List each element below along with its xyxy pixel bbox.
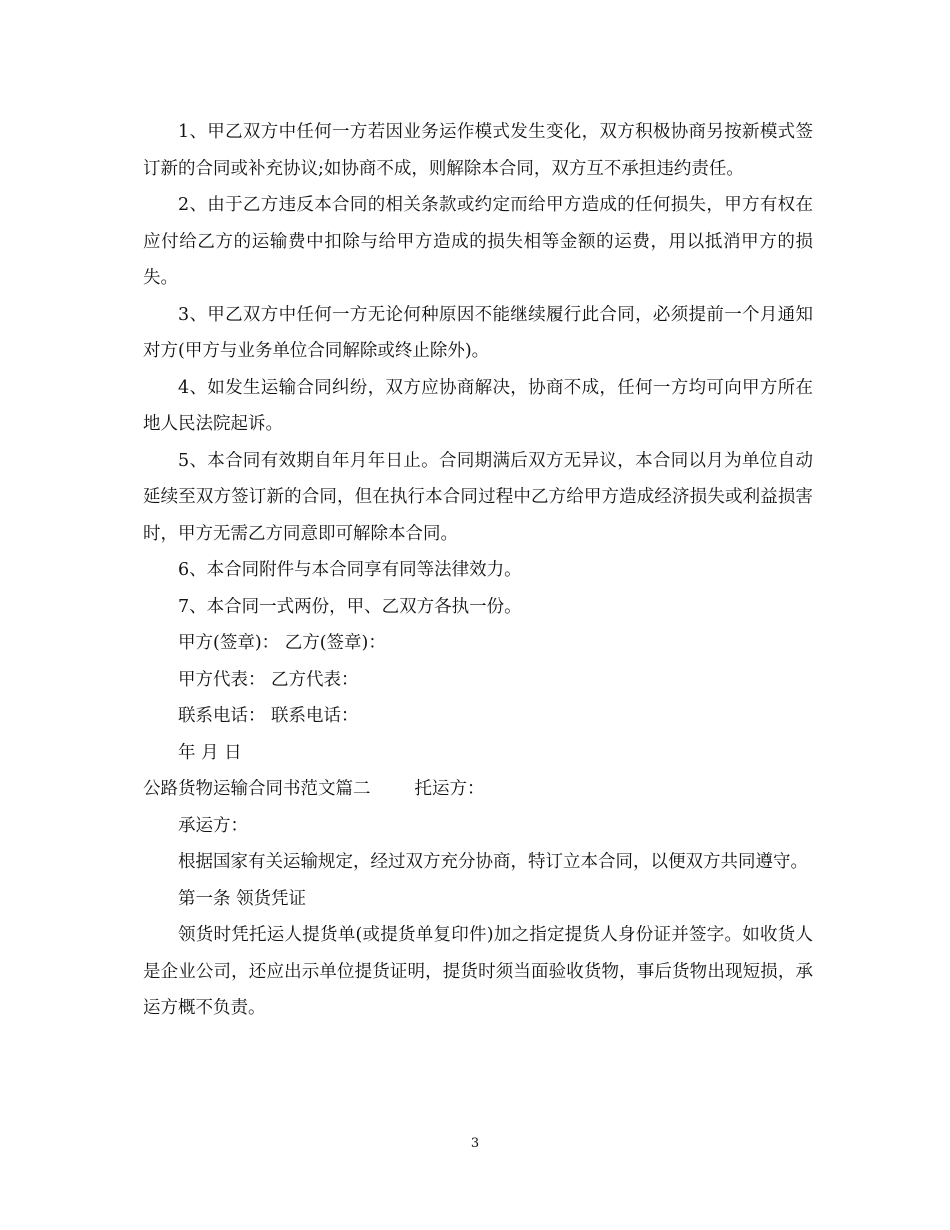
article-1-heading: 第一条 领货凭证 <box>178 888 307 909</box>
shipper-field: 托运方： <box>414 779 485 799</box>
clause-7: 7、本合同一式两份，甲、乙双方各执一份。 <box>178 596 522 617</box>
representative-line: 甲方代表： 乙方代表： <box>178 669 359 690</box>
document-body <box>143 114 813 1027</box>
phone-line: 联系电话： 联系电话： <box>178 706 359 726</box>
carrier-field: 承运方： <box>178 815 248 836</box>
page-number: 3 <box>470 1136 480 1151</box>
date-line: 年 月 日 <box>178 742 242 763</box>
section-title: 公路货物运输合同书范文篇二 <box>143 779 371 799</box>
clause-3: 3、甲乙双方中任何一方无论何种原因不能继续履行此合同，必须提前一个月通知对方(甲方与业务单位合同解除或终止除外)。 <box>143 304 813 361</box>
clause-1: 1、甲乙双方中任何一方若因业务运作模式发生变化，双方积极协商另按新模式签订新的合同或补充协议;如协商不成，则解除本合同，双方互不承担违约责任。 <box>143 122 813 179</box>
clause-2: 2、由于乙方违反本合同的相关条款或约定而给甲方造成的任何损失，甲方有权在应付给乙方的运输费中扣除与给甲方造成的损失相等金额的运费，用以抵消甲方的损失。 <box>143 195 813 288</box>
clause-6: 6、本合同附件与本合同享有同等法律效力。 <box>178 560 522 580</box>
preamble: 根据国家有关运输规定，经过双方充分协商，特订立本合同，以便双方共同遵守。 <box>178 852 808 872</box>
clause-4: 4、如发生运输合同纠纷，双方应协商解决，协商不成，任何一方均可向甲方所在地人民法院起诉。 <box>143 377 813 434</box>
article-1-text: 领货时凭托运人提货单(或提货单复印件)加之指定提货人身份证并签字。如收货人是企业公司，还应出示单位提货证明，提货时须当面验收货物，事后货物出现短损，承运方概不负责。 <box>143 925 813 1018</box>
section-heading-line <box>143 771 813 808</box>
signature-line: 甲方(签章)： 乙方(签章)： <box>178 633 386 653</box>
clause-5: 5、本合同有效期自年月年日止。合同期满后双方无异议，本合同以月为单位自动延续至双方签订新的合同，但在执行本合同过程中乙方给甲方造成经济损失或利益损害时，甲方无需乙方同意即可解除本合同。 <box>143 450 813 544</box>
